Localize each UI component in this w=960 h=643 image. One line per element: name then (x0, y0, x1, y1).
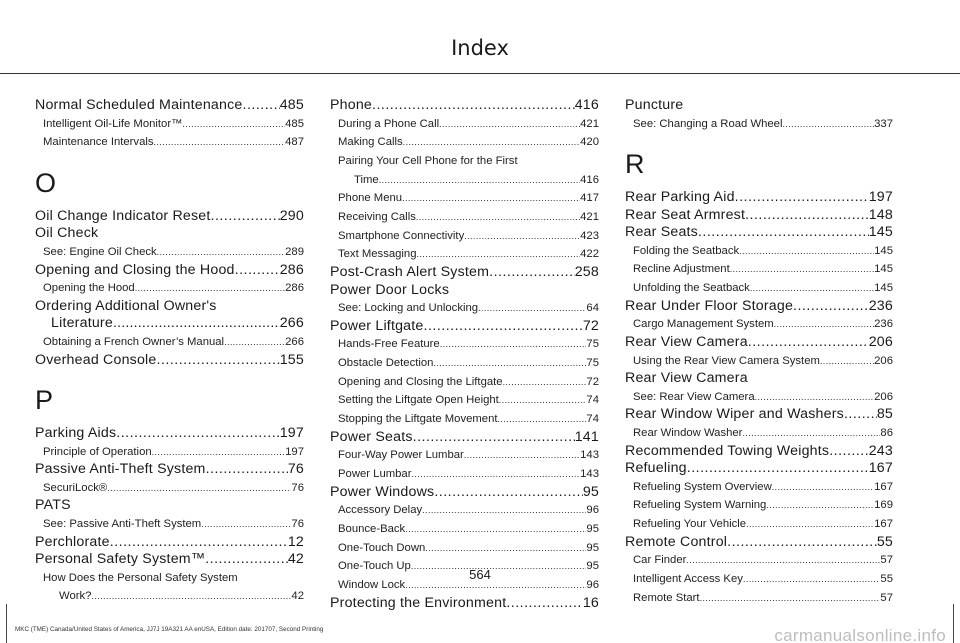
dot-leader (755, 388, 875, 407)
dot-leader (201, 515, 291, 534)
index-entry (35, 225, 304, 243)
page-ref: 16 (582, 594, 599, 611)
section-letter: P (35, 385, 54, 416)
crop-mark-right (953, 604, 954, 643)
dot-leader (422, 501, 586, 520)
dot-leader (405, 520, 586, 539)
index-entry (625, 298, 893, 316)
page-ref: 145 (874, 282, 893, 295)
dot-leader (434, 484, 583, 502)
index-subentry (35, 243, 304, 262)
dot-leader (91, 587, 291, 606)
index-subentry (330, 208, 599, 227)
index-entry (35, 352, 304, 370)
page-ref: 145 (874, 263, 893, 276)
index-subentry (625, 242, 893, 261)
dot-leader (506, 595, 582, 613)
dot-leader (698, 224, 869, 242)
index-entry-text: Opening and Closing the Hood (35, 261, 235, 278)
dot-leader (727, 534, 877, 552)
index-subentry-text: Bounce-Back (338, 522, 406, 535)
dot-leader (829, 443, 869, 461)
index-entry-text: Recommended Towing Weights (625, 442, 830, 459)
index-subentry (330, 465, 599, 484)
page-ref: 206 (868, 334, 893, 351)
title-divider (0, 73, 960, 74)
dot-leader (478, 299, 586, 318)
page-ref: 286 (285, 282, 304, 295)
index-subentry (330, 410, 599, 429)
index-entry (330, 282, 599, 300)
index-subentry (625, 589, 893, 608)
index-subentry (330, 245, 599, 264)
page-ref: 236 (874, 318, 893, 331)
index-subentry (625, 352, 893, 371)
page-ref: 12 (287, 533, 304, 550)
index-subentry (330, 227, 599, 246)
index-entry (625, 97, 893, 115)
index-subentry (625, 315, 893, 334)
index-subentry (625, 388, 893, 407)
index-subentry (35, 279, 304, 298)
index-subentry-text: Accessory Delay (338, 504, 423, 517)
index-entry-text: Remote Control (625, 533, 728, 550)
page-ref: 266 (279, 315, 304, 332)
index-subentry-text: See: Rear View Camera (633, 390, 755, 403)
page-ref: 417 (580, 192, 599, 205)
index-entry (625, 207, 893, 225)
page-ref: 74 (586, 394, 599, 407)
index-subentry-text: Cargo Management System (633, 318, 774, 331)
index-subentry-text: Power Lumbar (338, 468, 412, 481)
index-entry-text: Rear Under Floor Storage (625, 297, 794, 314)
dot-leader (205, 551, 288, 569)
index-subentry-text: Refueling Your Vehicle (633, 518, 747, 531)
page-ref: 95 (586, 560, 599, 573)
page-ref: 42 (287, 551, 304, 568)
index-subentry (330, 520, 599, 539)
page-ref: 57 (880, 554, 893, 567)
page-ref: 141 (574, 428, 599, 445)
index-entry-text: Oil Change Indicator Reset (35, 207, 211, 224)
index-subentry-text: See: Passive Anti-Theft System (43, 517, 202, 530)
index-entry-text: Post-Crash Alert System (330, 264, 490, 281)
index-entry (330, 429, 599, 447)
index-subentry-text: Setting the Liftgate Open Height (338, 394, 499, 407)
page-ref: 197 (285, 445, 304, 458)
page-ref: 76 (287, 461, 304, 478)
page-ref: 337 (874, 117, 893, 130)
index-subentry (625, 478, 893, 497)
dot-leader (739, 242, 874, 261)
page-ref: 290 (279, 207, 304, 224)
page-ref: 148 (868, 206, 893, 223)
dot-leader (152, 443, 286, 462)
page-ref: 75 (586, 338, 599, 351)
page-ref: 143 (580, 449, 599, 462)
page-ref: 55 (880, 572, 893, 585)
index-subentry-text: Four-Way Power Lumbar (338, 449, 464, 462)
page-ref: 85 (876, 406, 893, 423)
index-entry (330, 595, 599, 613)
page-ref: 236 (868, 297, 893, 314)
index-subentry-text: Obstacle Detection (338, 357, 434, 370)
page-ref: 143 (580, 468, 599, 481)
index-entry-text: Perchlorate (35, 533, 110, 550)
dot-leader (498, 410, 587, 429)
index-entry (35, 97, 304, 115)
page-ref: 75 (586, 357, 599, 370)
page-ref: 96 (586, 504, 599, 517)
index-entry (35, 461, 304, 479)
index-column-3 (625, 97, 893, 607)
dot-leader (735, 189, 869, 207)
index-subentry (625, 496, 893, 515)
index-entry (625, 534, 893, 552)
index-column-2 (330, 97, 599, 612)
page-ref: 423 (580, 229, 599, 242)
index-subentry-continuation: Time (354, 173, 379, 186)
dot-leader (116, 425, 279, 443)
dot-leader (411, 465, 580, 484)
dot-leader (154, 133, 286, 152)
index-subentry (625, 260, 893, 279)
page-ref: 96 (586, 579, 599, 592)
page-ref: 72 (586, 375, 599, 388)
dot-leader (113, 315, 280, 333)
dot-leader (820, 352, 874, 371)
index-entry-text: Rear View Camera (625, 334, 748, 351)
dot-leader (730, 260, 874, 279)
index-subentry (330, 539, 599, 558)
index-subentry-text: Stopping the Liftgate Movement (338, 413, 498, 426)
index-entry-text: Parking Aids (35, 425, 117, 442)
index-entry-text: Protecting the Environment (330, 594, 507, 611)
dot-leader (700, 589, 881, 608)
index-subentry-text: Receiving Calls (338, 211, 416, 224)
index-entry (330, 97, 599, 115)
index-entry-text: Rear Parking Aid (625, 189, 735, 206)
index-subentry (330, 501, 599, 520)
dot-leader (766, 496, 874, 515)
index-subentry-text: Rear Window Washer (633, 426, 743, 439)
dot-leader (135, 279, 285, 298)
index-subentry-continuation: Work? (59, 590, 92, 603)
crop-mark-left (6, 604, 7, 643)
index-subentry (330, 335, 599, 354)
dot-leader (782, 115, 874, 134)
index-subentry (330, 189, 599, 208)
page-ref: 169 (874, 499, 893, 512)
page-ref: 167 (874, 480, 893, 493)
page-ref: 421 (580, 211, 599, 224)
index-entry-text: Rear View Camera (625, 370, 748, 387)
index-subentry-text: See: Locking and Unlocking (338, 302, 479, 315)
index-entry (330, 318, 599, 336)
index-subentry (625, 424, 893, 443)
dot-leader (206, 461, 288, 479)
index-entry (35, 534, 304, 552)
dot-leader (503, 373, 587, 392)
index-subentry (330, 171, 599, 190)
page-ref: 86 (880, 426, 893, 439)
dot-leader (772, 478, 874, 497)
index-subentry-text: Text Messaging (338, 248, 417, 261)
index-subentry (35, 515, 304, 534)
page-number: 564 (469, 567, 491, 582)
index-subentry (35, 587, 304, 606)
index-subentry-text: Refueling System Overview (633, 480, 772, 493)
index-entry-text: Oil Check (35, 225, 99, 242)
dot-leader (844, 406, 877, 424)
index-subentry-text: Opening and Closing the Liftgate (338, 375, 503, 388)
index-entry (625, 370, 893, 388)
dot-leader (464, 227, 580, 246)
index-subentry-text: Intelligent Oil-Life Monitor™ (43, 117, 183, 130)
page-ref: 74 (586, 413, 599, 426)
index-entry-text: Overhead Console (35, 351, 157, 368)
page-ref: 416 (580, 173, 599, 186)
index-entry-text: PATS (35, 497, 71, 514)
dot-leader (440, 335, 587, 354)
page-ref: 145 (874, 244, 893, 257)
dot-leader (489, 264, 575, 282)
index-subentry (625, 279, 893, 298)
dot-leader (439, 115, 580, 134)
index-entry (625, 406, 893, 424)
page-ref: 286 (279, 261, 304, 278)
page-ref: 485 (279, 97, 304, 113)
index-entry-text: Rear Window Wiper and Washers (625, 406, 844, 423)
dot-leader (499, 391, 587, 410)
index-entry-text: Power Windows (330, 483, 435, 500)
dot-leader (379, 171, 580, 190)
dot-leader (793, 298, 869, 316)
index-subentry-text: Hands-Free Feature (338, 338, 440, 351)
index-entry-text: Rear Seats (625, 224, 698, 241)
page-ref: 266 (285, 335, 304, 348)
index-subentry (35, 443, 304, 462)
dot-leader (224, 333, 285, 352)
dot-leader (110, 534, 288, 552)
dot-leader (774, 315, 874, 334)
index-subentry-text: Window Lock (338, 579, 406, 592)
dot-leader (742, 424, 880, 443)
index-entry-continuation: Literature (51, 315, 113, 332)
dot-leader (235, 262, 280, 280)
dot-leader (372, 97, 575, 115)
index-subentry-text: Using the Rear View Camera System (633, 354, 820, 367)
index-subentry-text: Obtaining a French Owner’s Manual (43, 335, 225, 348)
index-subentry (330, 133, 599, 152)
index-entry-text: Rear Seat Armrest (625, 206, 746, 223)
page-ref: 95 (586, 522, 599, 535)
page-ref: 42 (291, 590, 304, 603)
page-title: Index (451, 36, 509, 60)
index-subentry (625, 515, 893, 534)
page-ref: 95 (586, 541, 599, 554)
page-ref: 487 (285, 136, 304, 149)
index-entry-text: Power Door Locks (330, 281, 450, 298)
index-entry (35, 315, 304, 333)
page-ref: 167 (868, 460, 893, 477)
page-ref: 76 (291, 481, 304, 494)
page-ref: 76 (291, 517, 304, 530)
page-ref: 55 (876, 533, 893, 550)
index-subentry-text: Remote Start (633, 591, 700, 604)
dot-leader (107, 479, 291, 498)
index-entry (35, 425, 304, 443)
index-entry (35, 262, 304, 280)
dot-leader (687, 460, 869, 478)
index-entry (35, 551, 304, 569)
index-subentry-text: Pairing Your Cell Phone for the First (338, 154, 518, 167)
index-entry (330, 484, 599, 502)
index-subentry (35, 133, 304, 152)
index-entry-text: Phone (330, 97, 373, 113)
index-entry-text: Power Seats (330, 428, 413, 445)
page-ref: 289 (285, 245, 304, 258)
page-ref: 421 (580, 117, 599, 130)
page-ref: 422 (580, 248, 599, 261)
index-subentry (330, 373, 599, 392)
index-entry-text: Refueling (625, 460, 687, 477)
index-subentry-text: Principle of Operation (43, 445, 152, 458)
index-entry (625, 460, 893, 478)
dot-leader (416, 208, 580, 227)
index-subentry-text: Folding the Seatback (633, 244, 740, 257)
dot-leader (402, 189, 580, 208)
dot-leader (403, 133, 580, 152)
page-ref: 206 (874, 354, 893, 367)
page-ref: 416 (574, 97, 599, 113)
index-subentry-text: See: Engine Oil Check (43, 245, 157, 258)
index-subentry-text: Smartphone Connectivity (338, 229, 465, 242)
page-ref: 155 (279, 351, 304, 368)
page-ref: 420 (580, 136, 599, 149)
index-subentry-text: Intelligent Access Key (633, 572, 743, 585)
dot-leader (748, 334, 869, 352)
index-entry (625, 443, 893, 461)
index-subentry-text: During a Phone Call (338, 117, 440, 130)
dot-leader (157, 352, 280, 370)
dot-leader (750, 279, 874, 298)
index-entry (625, 189, 893, 207)
index-subentry-text: See: Changing a Road Wheel (633, 117, 783, 130)
page-ref: 145 (868, 224, 893, 241)
watermark: carmanualsonline.info (774, 626, 946, 643)
page-ref: 197 (279, 425, 304, 442)
dot-leader (745, 207, 869, 225)
index-subentry-text: Phone Menu (338, 192, 403, 205)
index-subentry-text: Refueling System Warning (633, 499, 767, 512)
index-subentry (330, 354, 599, 373)
index-subentry-text: Making Calls (338, 136, 403, 149)
index-entry (625, 224, 893, 242)
dot-leader (424, 318, 583, 336)
index-subentry-text: Opening the Hood (43, 282, 135, 295)
dot-leader (211, 208, 280, 226)
index-entry-text: Power Liftgate (330, 317, 424, 334)
index-subentry-text: How Does the Personal Safety System (43, 571, 238, 584)
index-subentry-text: One-Touch Up (338, 560, 411, 573)
page-ref: 167 (874, 518, 893, 531)
page-ref: 64 (586, 302, 599, 315)
index-subentry (35, 479, 304, 498)
page-ref: 57 (880, 591, 893, 604)
section-letter: O (35, 167, 57, 198)
index-entry (35, 208, 304, 226)
page-ref: 258 (574, 264, 599, 281)
index-entry-text: Passive Anti-Theft System (35, 461, 206, 478)
dot-leader (413, 429, 575, 447)
index-subentry-text: Car Finder (633, 554, 687, 567)
page-ref: 206 (874, 390, 893, 403)
index-subentry-text: Unfolding the Seatback (633, 282, 750, 295)
print-info: MKC (TME) Canada/United States of America, JJ7J 19A321 AA enUSA, Edition date: 201707, Second Printing (15, 626, 324, 633)
index-subentry (625, 115, 893, 134)
index-entry-text: Personal Safety System™ (35, 551, 206, 568)
dot-leader (417, 245, 581, 264)
page-ref: 72 (582, 317, 599, 334)
page-ref: 197 (868, 189, 893, 206)
index-subentry-text: One-Touch Down (338, 541, 426, 554)
index-column-1 (35, 97, 304, 606)
dot-leader (182, 115, 285, 134)
page-ref: 243 (868, 442, 893, 459)
dot-leader (433, 354, 586, 373)
dot-leader (464, 446, 580, 465)
index-subentry (330, 115, 599, 134)
dot-leader (243, 97, 280, 115)
index-entry-text: Ordering Additional Owner's (35, 297, 217, 314)
index-entry (35, 497, 304, 515)
index-subentry (330, 391, 599, 410)
index-subentry (35, 333, 304, 352)
index-subentry (330, 446, 599, 465)
index-subentry-text: Recline Adjustment (633, 263, 730, 276)
page-ref: 95 (582, 483, 599, 500)
index-subentry-text: Maintenance Intervals (43, 136, 154, 149)
index-subentry (35, 115, 304, 134)
section-letter: R (625, 149, 645, 180)
index-entry (625, 334, 893, 352)
dot-leader (746, 515, 874, 534)
index-subentry-text: SecuriLock® (43, 481, 108, 494)
index-entry-text: Puncture (625, 97, 684, 113)
index-entry (330, 264, 599, 282)
page-ref: 485 (285, 117, 304, 130)
index-subentry (330, 299, 599, 318)
dot-leader (157, 243, 285, 262)
dot-leader (425, 539, 586, 558)
index-entry-text: Normal Scheduled Maintenance (35, 97, 243, 113)
